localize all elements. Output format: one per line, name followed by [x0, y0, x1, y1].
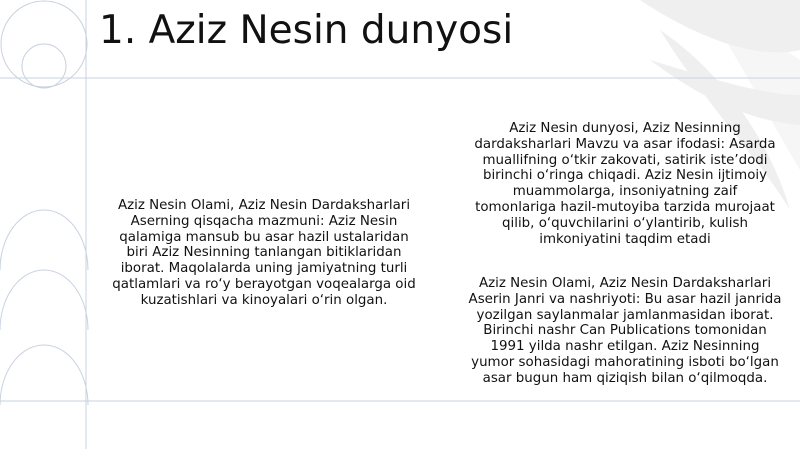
text-line: iborat. Maqolalarda uning jamiyatning turli [120, 261, 408, 277]
text-line: muallifning o‘tkir zakovati, satirik iste’dodi [482, 152, 768, 168]
text-line: imkoniyatini taqdim etadi [539, 231, 711, 247]
right-paragraph-bottom [458, 276, 792, 387]
text-line: birinchi o‘ringa chiqadi. Aziz Nesin ijtimoiy [482, 168, 768, 184]
text-line: asar bugun ham qiziqish bilan o‘qilmoqda. [482, 370, 768, 386]
text-line: Aserin Janri va nashriyoti: Bu asar hazil janrida [468, 291, 782, 307]
text-line: Birinchi nashr Can Publications tomonidan [483, 323, 767, 339]
decor-arc-1 [0, 210, 88, 270]
text-line: Aziz Nesin Olami, Aziz Nesin Dardaksharlari [478, 276, 772, 291]
decor-arc-3 [0, 345, 88, 405]
text-line: biri Aziz Nesinning tanlangan bitiklaridan [126, 245, 402, 261]
text-line: dardaksharlari Mavzu va asar ifodasi: Asarda [474, 136, 776, 152]
text-line: qilib, o‘quvchilarini o‘ylantirib, kulish [502, 215, 748, 231]
text-line: Aziz Nesin Olami, Aziz Nesin Dardaksharlari [117, 198, 411, 213]
text-line: kuzatishlari va kinoyalari o‘rin olgan. [140, 292, 388, 308]
slide-title: 1. Aziz Nesin dunyosi [99, 8, 514, 53]
text-line: Aserning qisqacha mazmuni: Aziz Nesin [130, 213, 398, 229]
text-line: yumor sohasidagi mahoratining isboti bo‘lgan [471, 354, 779, 370]
left-paragraph [100, 198, 428, 309]
text-line: tomonlariga hazil-mutoyiba tarzida murojaat [475, 199, 775, 215]
right-paragraph-top [458, 121, 792, 247]
text-line: muammolarga, insoniyatning zaif [512, 184, 738, 200]
decor-circle-small [22, 44, 66, 88]
decor-arc-2 [0, 270, 88, 330]
text-line: qalamiga mansub bu asar hazil ustalaridan [119, 229, 409, 245]
text-line: Aziz Nesin dunyosi, Aziz Nesinning [509, 121, 741, 136]
text-line: qatlamlari va ro‘y berayotgan voqealarga oid [112, 276, 416, 292]
text-line: yozilgan saylanmalar jamlanmasidan iborat. [476, 307, 774, 323]
text-line: 1991 yilda nashr etilgan. Aziz Nesinning [490, 339, 760, 355]
